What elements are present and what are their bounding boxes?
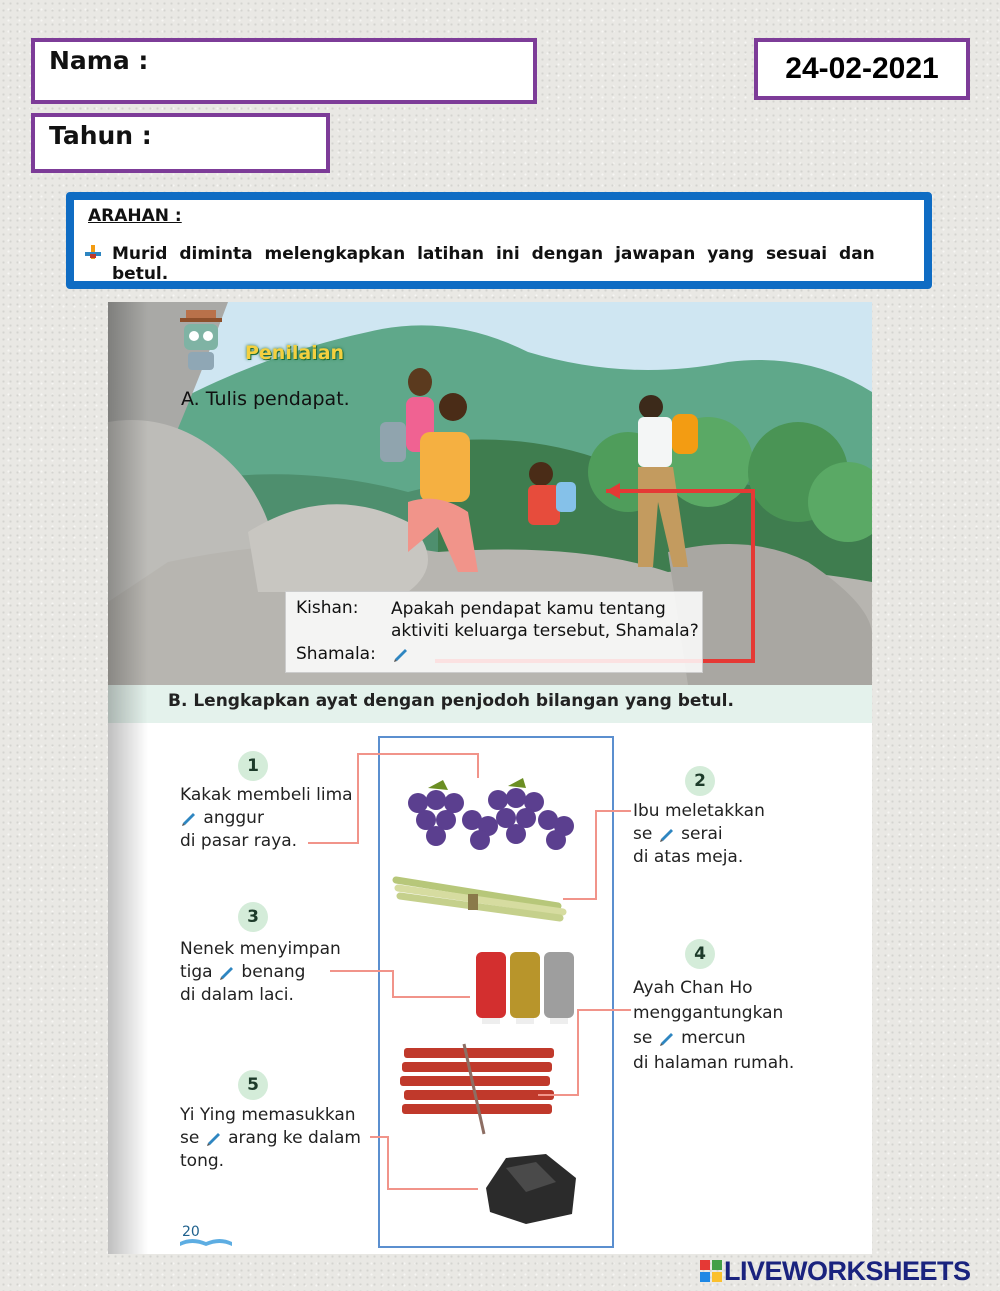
speaker-kishan: Kishan: xyxy=(296,598,359,618)
question-5-prefix: se xyxy=(180,1128,200,1148)
question-2-line-1: Ibu meletakkan xyxy=(633,801,765,821)
pencil-icon[interactable] xyxy=(658,1028,676,1046)
question-1 xyxy=(180,784,353,853)
question-number-5: 5 xyxy=(238,1070,268,1100)
pencil-icon[interactable] xyxy=(180,808,198,826)
assessment-badge: Penilaian xyxy=(245,342,345,364)
question-5 xyxy=(180,1104,361,1173)
date-box: 24-02-2021 xyxy=(754,38,970,100)
question-number-1: 1 xyxy=(238,751,268,781)
question-1-line-2: anggur xyxy=(203,808,264,828)
question-4-line-2: menggantungkan xyxy=(633,1003,784,1023)
instructions-text: Murid diminta melengkapkan latihan ini dengan jawapan yang sesuai dan betul. xyxy=(112,244,875,284)
page-fold-shadow xyxy=(108,302,148,1254)
pencil-icon[interactable] xyxy=(658,824,676,842)
question-2-prefix: se xyxy=(633,824,653,844)
question-4-line-1: Ayah Chan Ho xyxy=(633,978,753,998)
question-2-line-2: serai xyxy=(681,824,723,844)
question-3-line-3: di dalam laci. xyxy=(180,985,294,1005)
question-number-4: 4 xyxy=(685,939,715,969)
name-field[interactable] xyxy=(31,38,537,104)
question-3-line-1: Nenek menyimpan xyxy=(180,939,341,959)
question-2 xyxy=(633,800,765,869)
liveworksheets-text: LIVEWORKSHEETS xyxy=(724,1256,971,1286)
section-a-title: A. Tulis pendapat. xyxy=(181,388,350,410)
liveworksheets-mark-icon xyxy=(700,1260,722,1282)
question-4 xyxy=(633,976,794,1076)
page-number: 20 xyxy=(182,1224,200,1240)
year-field[interactable] xyxy=(31,113,330,173)
question-4-line-4: di halaman rumah. xyxy=(633,1053,795,1073)
question-3 xyxy=(180,938,341,1007)
dialog-line-2: aktiviti keluarga tersebut, Shamala? xyxy=(391,621,699,641)
question-4-line-3: mercun xyxy=(681,1028,746,1048)
dialog-line-1: Apakah pendapat kamu tentang xyxy=(391,599,666,619)
question-number-3: 3 xyxy=(238,902,268,932)
question-4-prefix: se xyxy=(633,1028,653,1048)
question-3-line-2: benang xyxy=(241,962,306,982)
question-number-2: 2 xyxy=(685,766,715,796)
section-b-title: B. Lengkapkan ayat dengan penjodoh bilangan yang betul. xyxy=(168,691,734,711)
textbook-page xyxy=(108,302,872,1254)
question-5-line-2: arang ke dalam xyxy=(228,1128,361,1148)
pencil-icon[interactable] xyxy=(205,1128,223,1146)
question-5-line-3: tong. xyxy=(180,1151,225,1171)
question-1-line-1: Kakak membeli lima xyxy=(180,785,353,805)
question-3-prefix: tiga xyxy=(180,962,213,982)
liveworksheets-logo xyxy=(700,1256,971,1287)
pin-icon xyxy=(84,244,102,262)
speaker-shamala: Shamala: xyxy=(296,644,376,664)
question-2-line-3: di atas meja. xyxy=(633,847,744,867)
pencil-icon[interactable] xyxy=(218,962,236,980)
question-1-line-3: di pasar raya. xyxy=(180,831,298,851)
instructions-title: ARAHAN : xyxy=(88,206,182,226)
question-5-line-1: Yi Ying memasukkan xyxy=(180,1105,356,1125)
instructions-box xyxy=(66,192,932,289)
name-label: Nama : xyxy=(49,46,149,75)
year-label: Tahun : xyxy=(49,121,152,150)
